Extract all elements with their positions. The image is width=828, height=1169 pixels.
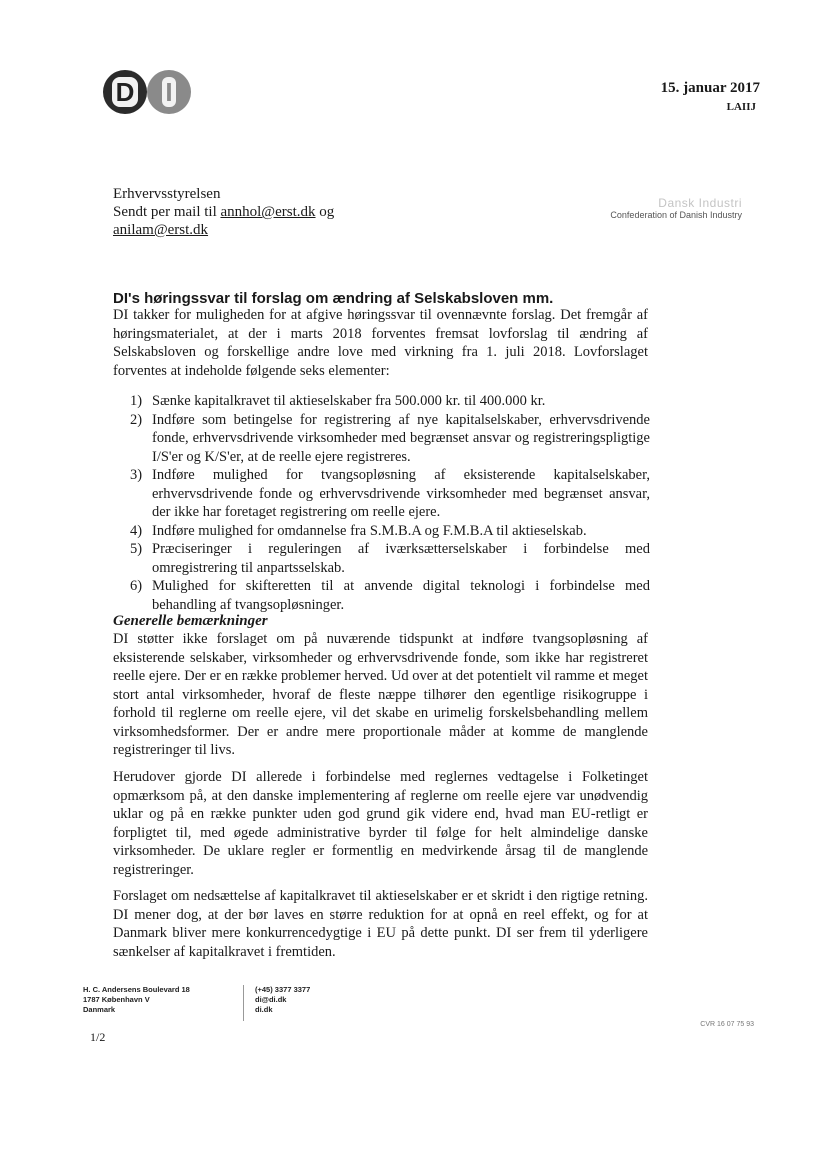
paragraph-1: DI støtter ikke forslaget om på nuværende tidspunkt at indføre tvangsopløsning af eksisterende selskaber, virksomheder og erhvervsdrivende fonde, som ikke har registreret reelle ejere. Der er en række problemer herved. Ud over at det potentielt vil ramme et meget stort antal virksomheder, hvoraf de fleste næppe tilhører den egentlige risikogruppe i forhold til reglerne om reelle ejere, vil det skabe en urimelig forskelsbehandling mellem virksomhedsformer. Der er andre mere proportionale måder at komme de manglende registreringer til livs. bbox=[113, 631, 648, 758]
list-text: Sænke kapitalkravet til aktieselskaber fra 500.000 kr. til 400.000 kr. bbox=[152, 393, 546, 409]
list-number: 5) bbox=[130, 541, 143, 557]
section-heading: Generelle bemærkninger bbox=[113, 613, 268, 629]
list-text: Indføre mulighed for omdannelse fra S.M.B.A og F.M.B.A til aktieselskab. bbox=[152, 522, 587, 539]
website[interactable]: di.dk bbox=[255, 1005, 273, 1014]
list-item bbox=[130, 540, 650, 577]
footer-divider bbox=[243, 985, 244, 1021]
list-number: 1) bbox=[130, 393, 143, 409]
organization-name: Dansk Industri bbox=[658, 196, 742, 210]
address-line: H. C. Andersens Boulevard 18 bbox=[83, 985, 190, 994]
paragraph-3: Forslaget om nedsættelse af kapitalkravet til aktieselskaber er et skridt i den rigtige retning. DI mener dog, at der bør laves en større reduktion for at opnå en reel effekt, og for at Danmark bliver mere konkurrencedygtige i EU på dette punkt. DI ser frem til yderligere sænkelser af kapitalkravet i fremtiden. bbox=[113, 888, 648, 960]
intro-paragraph: DI takker for muligheden for at afgive høringssvar til ovennævnte forslag. Det fremgår af høringsmaterialet, at der i marts 2018 forventes fremsat lovforslag til ændring af Selskabsloven og forskellige andre love med virkning fra 1. juli 2018. Lovforslaget forventes at indeholde følgende seks elementer: bbox=[113, 307, 648, 379]
recipient-name: Erhvervsstyrelsen bbox=[113, 186, 221, 202]
send-suffix: og bbox=[315, 204, 335, 220]
list-number: 2) bbox=[130, 411, 143, 428]
send-prefix: Sendt per mail til bbox=[113, 204, 221, 220]
email-link-annhol[interactable]: annhol@erst.dk bbox=[220, 204, 316, 220]
list-text: Præciseringer i reguleringen af iværksætterselskaber i forbindelse med omregistrering til anpartsselskab. bbox=[152, 541, 650, 576]
author-initials: LAIIJ bbox=[726, 101, 756, 113]
list-text: Mulighed for skifteretten til at anvende digital teknologi i forbindelse med behandling af tvangsopløsninger. bbox=[152, 578, 650, 613]
logo-d-circle bbox=[103, 70, 147, 114]
recipient-block bbox=[113, 185, 334, 239]
logo-i-letter: I bbox=[162, 77, 176, 107]
footer-contact bbox=[255, 985, 310, 1015]
email-link-anilam[interactable]: anilam@erst.dk bbox=[113, 222, 209, 238]
address-line: 1787 København V bbox=[83, 995, 150, 1004]
list-number: 6) bbox=[130, 578, 143, 594]
list-item bbox=[130, 466, 650, 522]
list-item bbox=[130, 411, 650, 467]
list-item bbox=[130, 392, 650, 411]
email-address[interactable]: di@di.dk bbox=[255, 995, 287, 1004]
document-title: DI's høringssvar til forslag om ændring af Selskabsloven mm. bbox=[113, 290, 554, 307]
paragraph-2: Herudover gjorde DI allerede i forbindelse med reglernes vedtagelse i Folketinget opmærksom på, at den danske implementering af reglerne om reelle ejere var unødvendig uklar og på en række punkter uden god grund gik videre end, hvad man EU-retligt er forpligtet til, med øgede administrative byrder til følge for helt almindelige danske virksomheder. De uklare regler er formentlig en medvirkende årsag til de manglende registreringer. bbox=[113, 769, 648, 878]
elements-list bbox=[130, 392, 650, 614]
di-logo bbox=[103, 70, 193, 116]
footer-address bbox=[83, 985, 190, 1015]
recipient-send-line bbox=[113, 203, 334, 221]
page-number: 1/2 bbox=[90, 1030, 106, 1044]
logo-i-circle bbox=[147, 70, 191, 114]
phone-number: (+45) 3377 3377 bbox=[255, 985, 311, 994]
letter-date: 15. januar 2017 bbox=[660, 80, 760, 96]
list-item bbox=[130, 577, 650, 614]
list-number: 3) bbox=[130, 467, 143, 483]
list-item bbox=[130, 522, 650, 541]
address-line: Danmark bbox=[83, 1005, 116, 1014]
organization-subtitle: Confederation of Danish Industry bbox=[610, 210, 742, 220]
cvr-number: CVR 16 07 75 93 bbox=[700, 1021, 754, 1028]
logo-d-letter: D bbox=[112, 77, 138, 107]
list-text: Indføre mulighed for tvangsopløsning af eksisterende kapitalselskaber, erhvervsdrivende fonde og erhvervsdrivende virksomheder med begrænset ansvar, der ikke har foretaget registrering om reelle ejere. bbox=[152, 467, 650, 520]
list-text: Indføre som betingelse for registrering af nye kapitalselskaber, erhvervsdrivende fonde, erhvervsdrivende virksomheder med begrænset ansvar og registreringspligtige I/S'er og K/S'er, at de reelle ejere registreres. bbox=[152, 411, 650, 465]
list-number: 4) bbox=[130, 522, 143, 539]
